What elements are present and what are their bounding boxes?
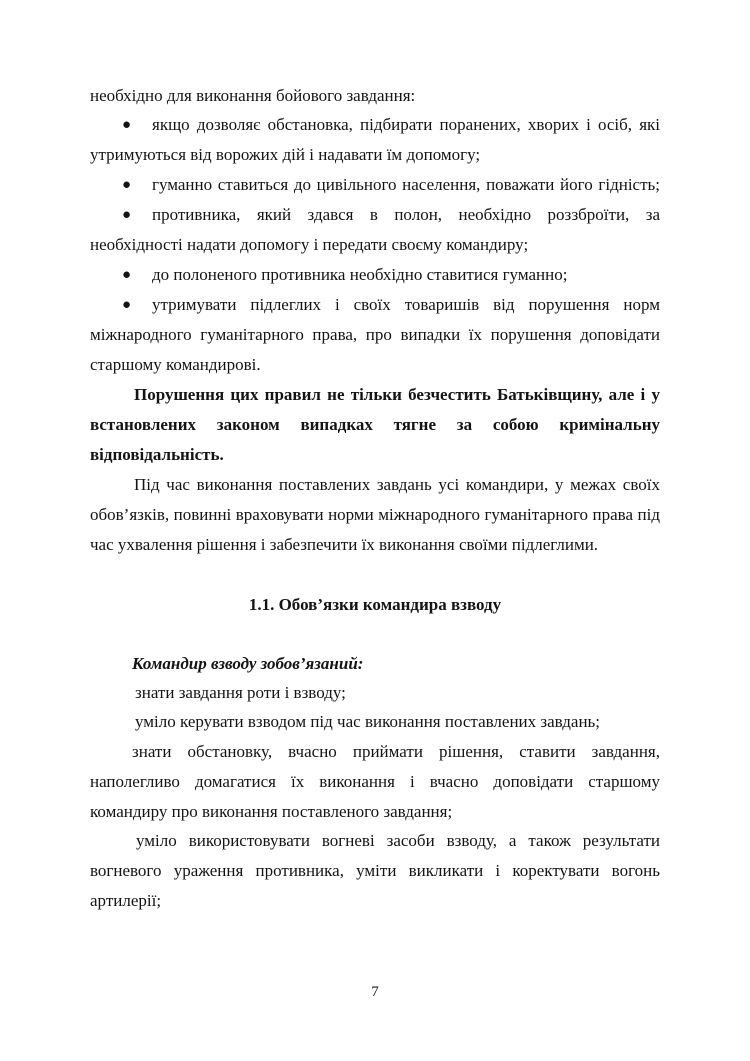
duty-item: уміло використовувати вогневі засоби взводу, а також результати вогневого ураження противника, уміти викликати і коректувати вогонь артилерії; <box>90 831 660 910</box>
bullet-text-first: до полоненого противника необхідно ставитися гуманно; <box>152 265 568 284</box>
bullet-icon: ● <box>122 297 132 313</box>
bullet-text-rest: міжнародного гуманітарного права, про випадки їх порушення доповідати старшому командирові. <box>90 325 660 374</box>
duties-title: Командир взводу зобов’язаний: <box>132 654 364 673</box>
bullet-icon: ● <box>122 117 132 133</box>
bullet-text-first: противника, який здався в полон, необхідно роззброїти, за <box>152 205 660 224</box>
bullet-text-first: якщо дозволяє обстановка, підбирати поранених, хворих і осіб, які <box>152 115 660 134</box>
bullet-item <box>90 290 660 380</box>
bullet-icon: ● <box>122 177 132 193</box>
page-number: 7 <box>371 984 379 1000</box>
bullet-item <box>90 110 660 170</box>
intro-line: необхідно для виконання бойового завдання: <box>90 86 416 105</box>
bullet-icon: ● <box>122 207 132 223</box>
duty-item: знати обстановку, вчасно приймати рішення, ставити завдання, наполегливо домагатися їх виконання і вчасно доповідати старшому командиру про виконання поставленого завдання; <box>90 742 660 821</box>
bullet-text-first: утримувати підлеглих і своїх товаришів від порушення норм <box>152 295 660 314</box>
bullet-icon: ● <box>122 267 132 283</box>
section-heading: 1.1. Обов’язки командира взводу <box>248 595 502 614</box>
bold-paragraph: Порушення цих правил не тільки безчестить Батьківщину, але і у встановлених законом випадках тягне за собою кримінальну відповідальність. <box>90 385 660 464</box>
duty-item: уміло керувати взводом під час виконання поставлених завдань; <box>135 712 601 731</box>
paragraph: Під час виконання поставлених завдань усі командири, у межах своїх обов’язків, повинні враховувати норми міжнародного гуманітарного права під час ухвалення рішення і забезпечити їх виконання своїми підлеглими. <box>90 475 660 554</box>
bullet-item <box>90 200 660 260</box>
bullet-text-rest: необхідності надати допомогу і передати своєму командиру; <box>90 235 529 254</box>
bullet-text-first: гуманно ставиться до цивільного населення, поважати його гідність; <box>152 175 660 194</box>
bullet-item <box>90 170 660 200</box>
duty-item: знати завдання роти і взводу; <box>135 683 346 702</box>
bullet-text-rest: утримуються від ворожих дій і надавати їм допомогу; <box>90 145 481 164</box>
bullet-item <box>90 260 660 290</box>
